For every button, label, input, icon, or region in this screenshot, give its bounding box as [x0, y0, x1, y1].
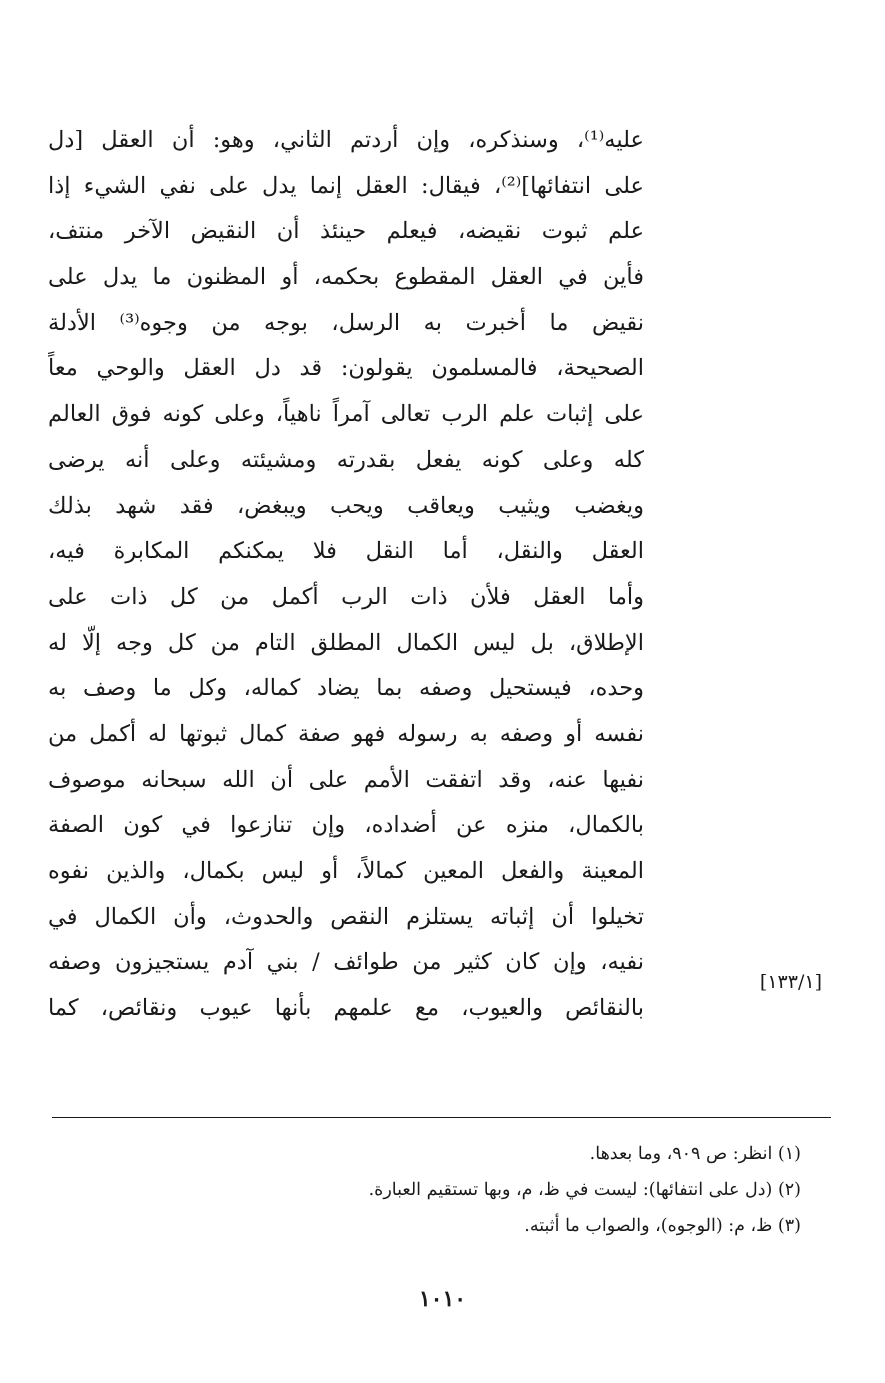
text-line: نفيها عنه، وقد اتفقت الأمم على أن الله سبحانه موصوف: [48, 766, 644, 793]
text-line: بالكمال، منزه عن أضداده، وإن تنازعوا في كون الصفة: [48, 812, 644, 839]
text-line: ويغضب ويثيب ويعاقب ويحب ويبغض، فقد شهد بذلك: [48, 492, 644, 519]
text-line: الصحيحة، فالمسلمون يقولون: قد دل العقل والوحي معاً: [48, 355, 644, 382]
text-line: العقل والنقل، أما النقل فلا يمكنكم المكابرة فيه،: [48, 538, 644, 565]
text-line: على إثبات علم الرب تعالى آمراً ناهياً، وعلى كونه فوق العالم: [48, 401, 644, 428]
text-line: الإطلاق، بل ليس الكمال المطلق التام من كل وجه إلّا له: [48, 629, 644, 656]
text-line: وأما العقل فلأن ذات الرب أكمل من كل ذات على: [48, 583, 644, 610]
text-line: علم ثبوت نقيضه، فيعلم حينئذ أن النقيض الآخر منتف،: [48, 218, 644, 245]
main-text-block: [48, 118, 644, 1032]
page-number: ١٠١٠: [418, 1286, 467, 1312]
text-line: نقيض ما أخبرت به الرسل، بوجه من وجوه⁽³⁾ الأدلة: [48, 309, 644, 336]
text-line: كله وعلى كونه يفعل بقدرته ومشيئته وعلى أنه يرضى: [48, 446, 644, 473]
text-line: فأين في العقل المقطوع بحكمه، أو المظنون ما يدل على: [48, 264, 644, 291]
footnote: (٣) ظ، م: (الوجوه)، والصواب ما أثبته.: [524, 1216, 801, 1236]
text-line: عليه⁽¹⁾، وسنذكره، وإن أردتم الثاني، وهو: أن العقل [دل: [48, 127, 644, 153]
text-line: وحده، فيستحيل وصفه بما يضاد كماله، وكل ما وصف به: [48, 675, 644, 702]
text-line: نفيه، وإن كان كثير من طوائف / بني آدم يستجيزون وصفه: [48, 949, 644, 976]
footnote: (١) انظر: ص ٩٠٩، وما بعدها.: [589, 1144, 801, 1164]
text-line: بالنقائص والعيوب، مع علمهم بأنها عيوب ونقائص، كما: [48, 995, 644, 1022]
text-line: نفسه أو وصفه به رسوله فهو صفة كمال ثبوتها له أكمل من: [48, 720, 644, 747]
text-line: تخيلوا أن إثباته يستلزم النقص والحدوث، وأن الكمال في: [48, 903, 644, 930]
footnote: (٢) (دل على انتفائها): ليست في ظ، م، وبها تستقيم العبارة.: [368, 1180, 801, 1200]
text-line: على انتفائها]⁽²⁾، فيقال: العقل إنما يدل على نفي الشيء إذا: [48, 172, 644, 199]
footnotes: [81, 1136, 801, 1244]
text-line: المعينة والفعل المعين كمالاً، أو ليس بكمال، والذين نفوه: [48, 858, 644, 884]
footnote-divider: [52, 1117, 831, 1118]
margin-page-reference: [١٣٣/١]: [759, 971, 822, 993]
